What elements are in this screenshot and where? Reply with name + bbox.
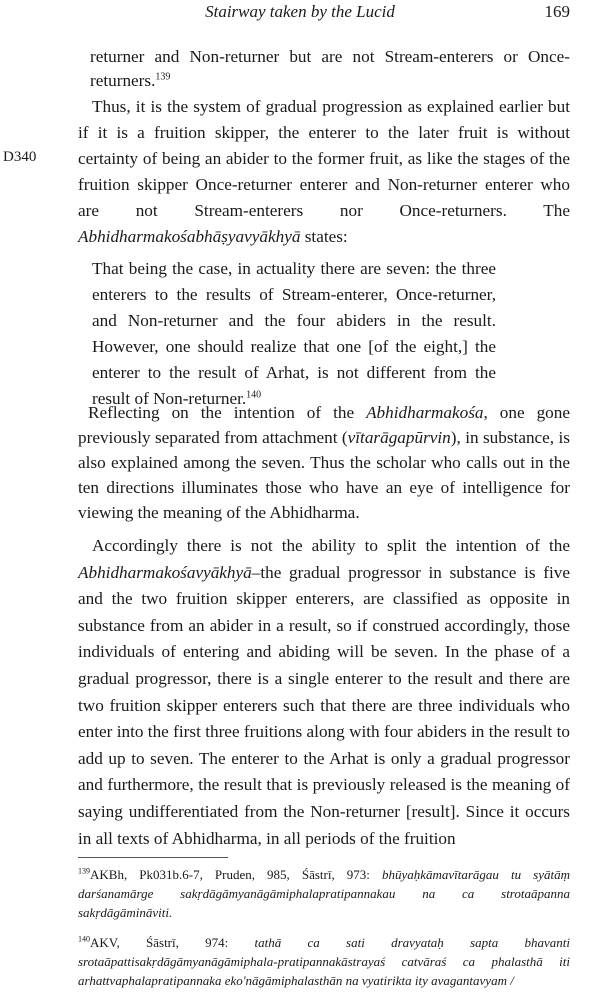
margin-reference: D340 — [3, 149, 37, 165]
paragraph-3 — [78, 400, 570, 525]
paragraph-2 — [78, 94, 570, 250]
footnote-sanskrit: bhūyaḥkāmavītarāgau tu syātāṃ darśanamārge sakṛdāgāmyanāgāmiphalapratipannakau na ca strotaāpanna sakṛdāgāmināviti. — [78, 867, 571, 920]
paragraph-3-text-b: , one gone previously separated from attachment ( — [78, 403, 570, 447]
paragraph-3-text-a: Reflecting on the intention of the — [88, 403, 367, 422]
work-title: Abhidharmakośavyākhyā — [78, 562, 252, 582]
footnote-marker-140: 140 — [246, 389, 262, 401]
block-quote — [92, 256, 496, 412]
paragraph-2-text-b: states: — [300, 227, 348, 246]
paragraph-4 — [78, 533, 570, 852]
footnote-140 — [78, 933, 570, 990]
paragraph-4-text-a: Accordingly there is not the ability to split the intention of the — [92, 536, 570, 555]
footnote-reference: AKBh, Pk031b.6-7, Pruden, 985, Śāstrī, 973: — [90, 867, 382, 882]
paragraph-2-text-a: Thus, it is the system of gradual progression as explained earlier but if it is a fruition skipper, the enterer to the later fruit is without certainty of being an abider to the former fruit, as like the stages of the fruition skipper Once-returner enterer and Non-returner enterer who are not Stream-enterers nor Once-returners. The — [78, 97, 570, 220]
block-quote-text: That being the case, in actuality there are seven: the three enterers to the results of Stream-enterer, Once-returner, and Non-returner and the four abiders in the result. However, one should realize that one [of the eight,] the enterer to the result of Arhat, is not different from the result of Non-returner. — [92, 259, 496, 408]
sanskrit-term: vītarāgapūrvin — [347, 428, 451, 447]
paragraph-3-text-c: ), in substance, is also explained among the seven. Thus the scholar who calls out in the ten directions illuminates those who have an eye of intelligence for viewing the meaning of the Abhidharma. — [78, 428, 570, 522]
footnote-marker-139: 139 — [155, 71, 171, 83]
paragraph-1-text: returner and Non-returner but are not Stream-enterers or Once-returners. — [90, 47, 570, 90]
footnote-139 — [78, 865, 570, 922]
footnote-reference: AKV, Śāstrī, 974: — [90, 935, 255, 950]
work-title: Abhidharmakośa — [366, 403, 484, 422]
paragraph-1 — [90, 45, 570, 93]
footnote-sanskrit: tathā ca sati dravyataḥ sapta bhavanti srotaāpattisakṛdāgāmyanāgāmiphala-pratipannakāstrayaś catvāraś ca phalasthā iti arhattvaphalapratipannaka eko'nāgāmiphalasthān na vyatirikta ity avagantavyam / — [78, 935, 570, 988]
paragraph-4-text-b: –the gradual progressor in substance is five and the two fruition skipper enterers, are classified as opposite in substance from an abider in a result, so if construed accordingly, those individuals of entering and abiding will be seven. In the phase of a gradual progressor, there is a single enterer to the result and there are two fruition skipper enterers such that there are three individuals who enter into the first three fruitions along with four abiders in the result to add up to seven. The enterer to the Arhat is only a gradual progressor and furthermore, the result that is previously released is the meaning of saying undifferentiated from the Non-returner [result]. Since it occurs in all texts of Abhidharma, in all periods of the fruition — [78, 562, 570, 848]
footnote-number: 140 — [78, 934, 90, 944]
running-title: Stairway taken by the Lucid — [205, 2, 395, 21]
footnote-number: 139 — [78, 866, 90, 876]
page-number: 169 — [544, 2, 570, 21]
work-title: Abhidharmakośabhāṣyavyākhyā — [78, 227, 301, 246]
footnote-divider — [78, 857, 228, 858]
